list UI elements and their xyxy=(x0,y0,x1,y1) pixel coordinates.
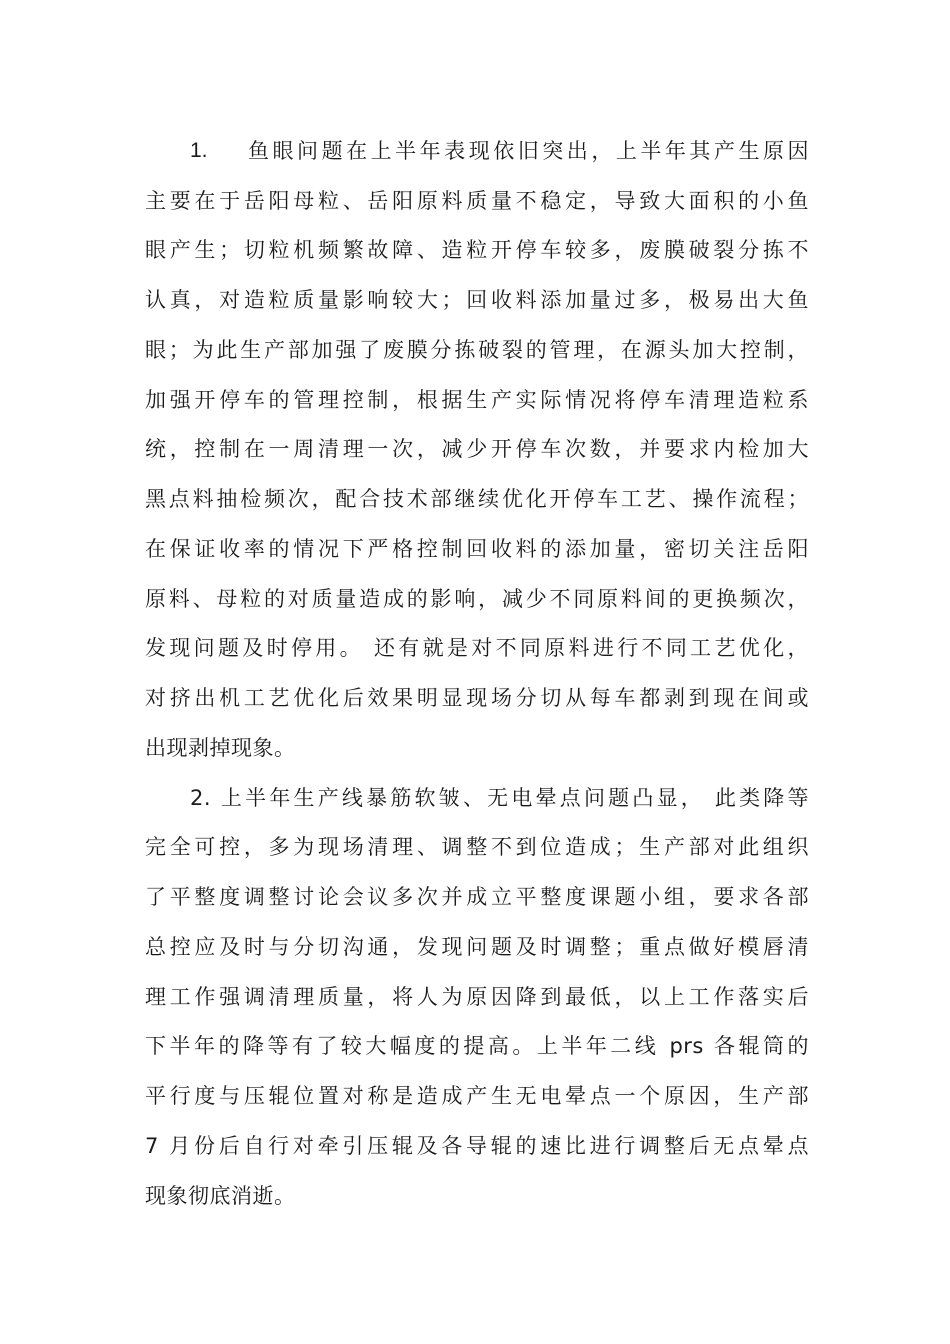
item-1-line-8: 黑点料抽检频次，配合技术部继续优化开停车工艺、操作流程； xyxy=(145,487,809,511)
item-1-line-7: 统，控制在一周清理一次，减少开停车次数，并要求内检加大 xyxy=(145,437,809,461)
item-2-line-1: 2. 上半年生产线暴筋软皱、无电晕点问题凸显， 此类降等 xyxy=(190,786,809,810)
item-1-line-3: 眼产生；切粒机频繁故障、造粒开停车较多，废膜破裂分拣不 xyxy=(145,238,809,262)
item-1-line-10: 原料、母粒的对质量造成的影响，减少不同原料间的更换频次， xyxy=(145,587,809,611)
item-1-line-1: 鱼眼问题在上半年表现依旧突出，上半年其产生原因 xyxy=(248,139,809,163)
item-2-line-8: 7 月份后自行对牵引压辊及各导辊的速比进行调整后无点晕点 xyxy=(145,1134,809,1158)
item-1-line-11: 发现问题及时停用。 还有就是对不同原料进行不同工艺优化， xyxy=(145,636,809,660)
item-2-line-9: 现象彻底消逝。 xyxy=(145,1184,296,1208)
item-2-line-5: 理工作强调清理质量，将人为原因降到最低，以上工作落实后 xyxy=(145,985,809,1009)
item-2-line-7: 平行度与压辊位置对称是造成产生无电晕点一个原因，生产部 xyxy=(145,1084,809,1108)
item-1-line-13: 出现剥掉现象。 xyxy=(145,736,296,760)
item-2-line-2: 完全可控，多为现场清理、调整不到位造成；生产部对此组织 xyxy=(145,835,809,859)
item-1-line-4: 认真，对造粒质量影响较大；回收料添加量过多，极易出大鱼 xyxy=(145,288,809,312)
item-2-line-4: 总控应及时与分切沟通，发现问题及时调整；重点做好模唇清 xyxy=(145,935,809,959)
item-1-line-2: 主要在于岳阳母粒、岳阳原料质量不稳定，导致大面积的小鱼 xyxy=(145,189,809,213)
item-1-line-5: 眼；为此生产部加强了废膜分拣破裂的管理，在源头加大控制， xyxy=(145,338,809,362)
item-1-line-6: 加强开停车的管理控制，根据生产实际情况将停车清理造粒系 xyxy=(145,388,809,412)
item-2-line-6: 下半年的降等有了较大幅度的提高。上半年二线 prs 各辊筒的 xyxy=(145,1034,809,1058)
item-1-line-9: 在保证收率的情况下严格控制回收料的添加量，密切关注岳阳 xyxy=(145,537,809,561)
item-1-number: 1. xyxy=(190,139,208,162)
item-2-line-3: 了平整度调整讨论会议多次并成立平整度课题小组，要求各部 xyxy=(145,885,809,909)
item-1-line-12: 对挤出机工艺优化后效果明显现场分切从每车都剥到现在间或 xyxy=(145,686,809,710)
